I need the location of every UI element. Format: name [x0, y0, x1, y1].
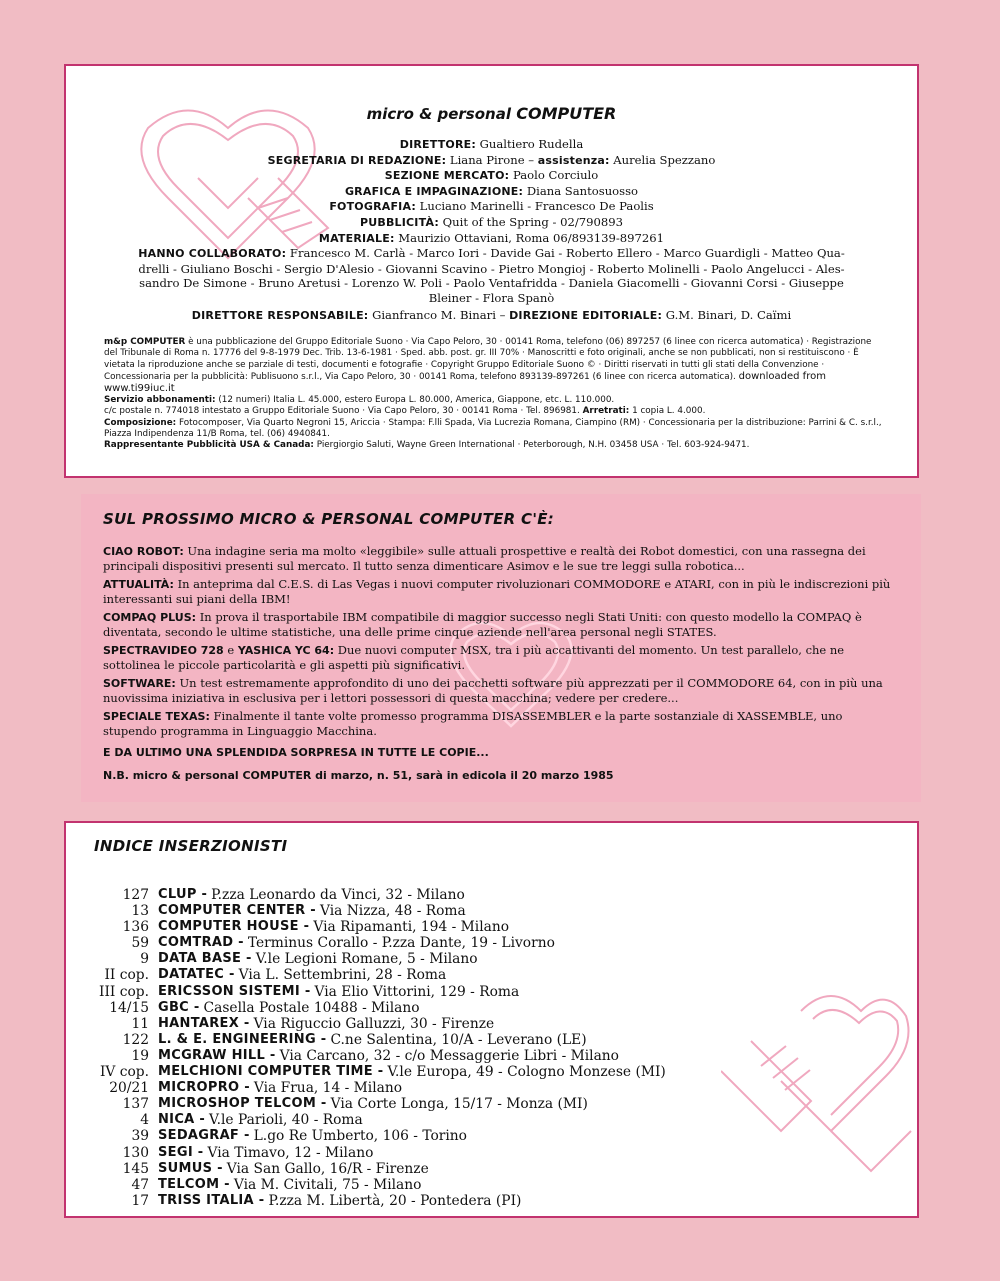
magazine-title	[66, 104, 917, 123]
staff-line-advertising: PUBBLICITÀ: Quit of the Spring - 02/790893	[359, 214, 624, 229]
preview-title: SUL PROSSIMO MICRO & PERSONAL COMPUTER C'È:	[103, 510, 555, 528]
responsible-line: DIRETTORE RESPONSABILE: Gianfranco M. Binari – DIREZIONE EDITORIALE: G.M. Binari, D. Caïmi	[191, 307, 792, 322]
legal-usa: Rappresentante Pubblicità USA & Canada: Piergiorgio Saluti, Wayne Green International · Peterborough, N.H. 03458 USA · Tel. 603-924-9471.	[104, 439, 750, 450]
list-item: 145 SUMUS - Via San Gallo, 16/R - Firenze	[122, 1160, 429, 1177]
list-item: 4 NICA - V.le Parioli, 40 - Roma	[140, 1112, 363, 1129]
list-item: 127 CLUP - P.zza Leonardo da Vinci, 32 - Milano	[122, 887, 465, 903]
advertiser-list	[66, 887, 917, 1209]
list-item: 122 L. & E. ENGINEERING - C.ne Salentina, 10/A - Leverano (LE)	[122, 1031, 587, 1048]
staff-line-market: SEZIONE MERCATO: Paolo Corciulo	[384, 168, 599, 183]
list-item: IV cop. MELCHIONI COMPUTER TIME - V.le Europa, 49 - Cologno Monzese (MI)	[99, 1064, 666, 1081]
preview-item-ciao-robot: CIAO ROBOT: Una indagine seria ma molto «leggibile» sulle attuali prospettive e realtà dei Robot domestici, con una rassegna dei principali dispositivi presenti sul mercato. Il tutto senza dimenticare Asimov e le sue tre leggi sulla robotica...	[103, 544, 866, 573]
preview-item-software: SOFTWARE: Un test estremamente approfondito di uno dei pacchetti software più apprezzati per il COMMODORE 64, con in più una nuovissima iniziativa in esclusiva per i lettori possessori di questa macchina; vedere per credere...	[103, 676, 883, 705]
staff-line-photography: FOTOGRAFIA: Luciano Marinelli - Francesco De Paolis	[329, 199, 654, 214]
legal-composition: Composizione: Fotocomposer, Via Quarto Negroni 15, Ariccia · Stampa: F.lli Spada, Via Lucrezia Romana, Ciampino (RM) · Concessionaria per la distribuzione: Parrini & C. s.r.l., Piazza Indipendenza 11/B Roma, tel. (06) 4940841.	[104, 417, 882, 439]
collaborators-line-2: drelli - Giuliano Boschi - Sergio D'Alesio - Giovanni Scavino - Pietro Mongioj - Roberto Molinelli - Paolo Angelucci - Ales-	[138, 261, 845, 276]
preview-item-msx: SPECTRAVIDEO 728 e YASHICA YC 64: Due nuovi computer MSX, tra i più accattivanti del momento. Un test parallelo, che ne sottolinea le piccole particolarità e gli aspetti più significativi.	[103, 643, 845, 672]
preview-item-texas: SPECIALE TEXAS: Finalmente il tante volte promesso programma DISASSEMBLER e la parte sostanziale di XASSEMBLE, uno stupendo programma in Linguaggio Macchina.	[103, 709, 843, 738]
list-item: III cop. ERICSSON SISTEMI - Via Elio Vittorini, 129 - Roma	[99, 983, 520, 1000]
advertiser-index	[64, 821, 919, 1218]
list-item: 130 SEGI - Via Timavo, 12 - Milano	[122, 1144, 374, 1161]
list-item: 39 SEDAGRAF - L.go Re Umberto, 106 - Torino	[131, 1128, 467, 1145]
download-credit: downloaded from www.ti99iuc.it	[104, 370, 826, 394]
staff-list	[66, 137, 917, 323]
legal-notice	[66, 323, 917, 451]
collaborators-line-3: sandro De Simone - Bruno Aretusi - Lorenzo W. Poli - Paolo Ventafridda - Daniela Giacomelli - Giovanni Corsi - Giuseppe	[139, 276, 844, 291]
list-item: 59 COMTRAD - Terminus Corallo - P.zza Dante, 19 - Livorno	[131, 935, 555, 952]
legal-intro: m&p COMPUTER è una pubblicazione del Gruppo Editoriale Suono · Via Capo Peloro, 30 · 00141 Roma, telefono (06) 897257 (6 linee con ricerca automatica) · Registrazione del Tribunale di Roma n. 17776 del 9-8-1979 Dec. Trib. 13-6-1981 · Sped. abb. post. gr. III 70% · Manoscritti e foto originali, anche se non pubblicati, non si restituiscono · È vietata la riproduzione anche se parziale di testi, documenti e fotografie · Copyright Gruppo Editoriale Suono © · Diritti riservati in tutti gli stati della Convenzione · Concessionaria per la pubblicità: Publisuono s.r.l., Via Capo Peloro, 30 · 00141 Roma, telefono 893139-897261 (6 linee con ricerca automatica). downloaded from www.ti99iuc.it	[104, 337, 872, 394]
list-item: 11 HANTAREX - Via Riguccio Galluzzi, 30 - Firenze	[131, 1015, 495, 1032]
preview-item-compaq: COMPAQ PLUS: In prova il trasportabile IBM compatibile di maggior successo negli Stati Uniti: con questo modello la COMPAQ è diventata, secondo le ultime statistiche, una delle prime cinque aziende nell'area personal negli STATES.	[103, 610, 862, 639]
preview-note: N.B. micro & personal COMPUTER di marzo, n. 51, sarà in edicola il 20 marzo 1985	[103, 769, 614, 782]
list-item: 13 COMPUTER CENTER - Via Nizza, 48 - Roma	[131, 903, 466, 920]
list-item: 19 MCGRAW HILL - Via Carcano, 32 - c/o Messaggerie Libri - Milano	[131, 1047, 619, 1064]
magazine-title-prefix: micro & personal	[366, 105, 511, 123]
list-item: II cop. DATATEC - Via L. Settembrini, 28 - Roma	[104, 967, 447, 984]
preview-item-attualita: ATTUALITÀ: In anteprima dal C.E.S. di Las Vegas i nuovi computer rivoluzionari COMMODORE e ATARI, con in più le indiscrezioni più interessanti sui piani della IBM!	[103, 577, 891, 606]
list-item: 47 TELCOM - Via M. Civitali, 75 - Milano	[131, 1176, 422, 1193]
list-item: 137 MICROSHOP TELCOM - Via Corte Longa, 15/17 - Monza (MI)	[122, 1096, 588, 1113]
collaborators-line-4: Bleiner - Flora Spanò	[428, 290, 555, 305]
list-item: 17 TRISS ITALIA - P.zza M. Libertà, 20 - Pontedera (PI)	[131, 1192, 522, 1209]
list-item: 9 DATA BASE - V.le Legioni Romane, 5 - Milano	[140, 951, 478, 968]
list-item: 14/15 GBC - Casella Postale 10488 - Milano	[109, 999, 420, 1016]
masthead-box	[64, 64, 919, 478]
staff-line-material: MATERIALE: Maurizio Ottaviani, Roma 06/893139-897261	[318, 230, 665, 245]
staff-line-secretary: SEGRETARIA DI REDAZIONE: Liana Pirone – assistenza: Aurelia Spezzano	[267, 152, 716, 167]
collaborators-line-1: HANNO COLLABORATO: Francesco M. Carlà - Marco Iori - Davide Gai - Roberto Ellero - Marco Guardigli - Matteo Qua-	[138, 246, 845, 261]
staff-line-director: DIRETTORE: Gualtiero Rudella	[399, 137, 584, 151]
legal-subscriptions: Servizio abbonamenti: (12 numeri) Italia L. 45.000, estero Europa L. 80.000, America, Giappone, etc. L. 110.000.	[104, 395, 615, 406]
list-item: 20/21 MICROPRO - Via Frua, 14 - Milano	[109, 1080, 403, 1097]
index-title: INDICE INSERZIONISTI	[94, 837, 288, 855]
list-item: 136 COMPUTER HOUSE - Via Ripamanti, 194 - Milano	[122, 919, 510, 936]
next-issue-preview	[81, 494, 921, 802]
magazine-title-strong: COMPUTER	[516, 104, 617, 123]
preview-closing: E DA ULTIMO UNA SPLENDIDA SORPRESA IN TUTTE LE COPIE...	[103, 746, 489, 759]
staff-line-graphics: GRAFICA E IMPAGINAZIONE: Diana Santosuosso	[344, 183, 639, 198]
legal-postal: c/c postale n. 774018 intestato a Gruppo Editoriale Suono · Via Capo Peloro, 30 · 00141 Roma · Tel. 896981. Arretrati: 1 copia L. 4.000.	[104, 406, 706, 417]
